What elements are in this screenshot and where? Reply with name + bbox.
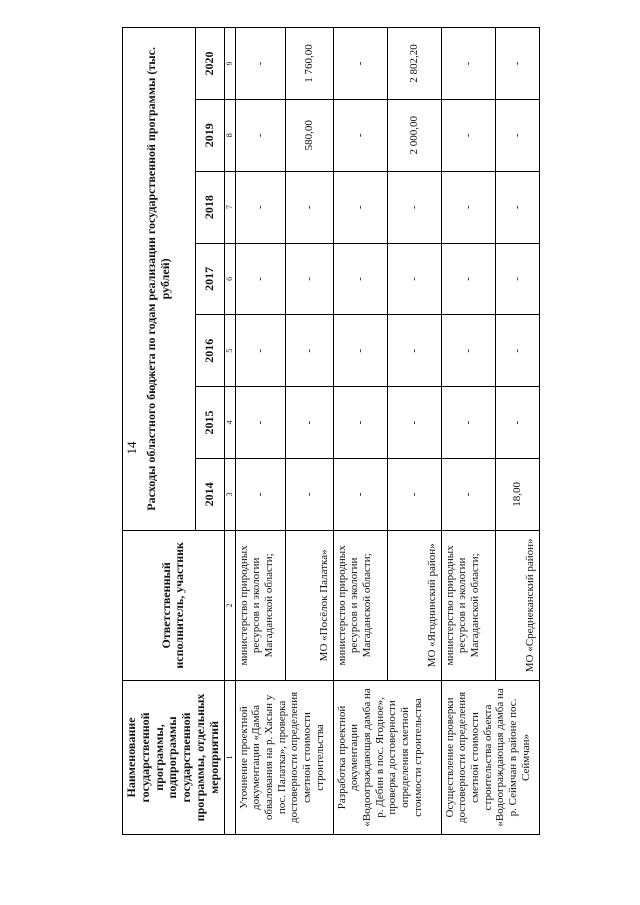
value-cell: - — [495, 243, 539, 315]
value-cell: - — [441, 171, 495, 243]
executor-municipality: МО «Среднеканский район» — [495, 530, 539, 680]
value-cell: - — [387, 458, 441, 530]
table-row — [441, 28, 495, 835]
value-cell: - — [285, 171, 333, 243]
value-cell: - — [495, 171, 539, 243]
year-cell: 2018 — [196, 171, 225, 243]
measure-name: Осуществление проверки достоверности определения сметной стоимости строительства объекта «Водоограждающая дамба на р. Сеймчан в районе пос. Сеймчан» — [441, 680, 539, 834]
value-cell: - — [235, 28, 285, 100]
measure-name: Разработка проектной документации «Водоограждающая дамба на р. Дебин в пос. Ягодное», проверка достоверности определения сметной стоимости строительства — [333, 680, 441, 834]
value-cell: - — [441, 243, 495, 315]
executor-municipality: МО «Посёлок Палатка» — [285, 530, 333, 680]
value-cell: - — [333, 99, 387, 171]
value-cell: - — [235, 171, 285, 243]
header-spending: Расходы областного бюджета по годам реализации государственной программы (тыс. рублей) — [123, 28, 196, 531]
year-cell: 2016 — [196, 315, 225, 387]
value-cell: - — [441, 387, 495, 459]
col-number: 8 — [224, 99, 235, 171]
value-cell: - — [441, 28, 495, 100]
value-cell: - — [333, 243, 387, 315]
year-cell: 2015 — [196, 387, 225, 459]
year-cell: 2019 — [196, 99, 225, 171]
value-cell: - — [285, 458, 333, 530]
col-number: 5 — [224, 315, 235, 387]
value-cell: - — [235, 458, 285, 530]
value-cell: - — [235, 243, 285, 315]
value-cell: - — [441, 458, 495, 530]
value-cell: - — [333, 458, 387, 530]
value-cell: - — [333, 28, 387, 100]
value-cell: 1 760,00 — [285, 28, 333, 100]
executor-municipality: МО «Ягоднинский район» — [387, 530, 441, 680]
value-cell: - — [387, 243, 441, 315]
value-cell: - — [495, 315, 539, 387]
value-cell: - — [387, 315, 441, 387]
value-cell: - — [285, 315, 333, 387]
header-row-main — [123, 28, 196, 835]
rotated-table-wrapper — [122, 27, 540, 835]
value-cell: - — [441, 315, 495, 387]
table-row — [235, 28, 285, 835]
col-number: 1 — [224, 680, 235, 834]
executor-ministry: министерство природных ресурсов и экологии Магаданской области; — [235, 530, 285, 680]
col-number: 7 — [224, 171, 235, 243]
column-numbers-row — [224, 28, 235, 835]
executor-ministry: министерство природных ресурсов и экологии Магаданской области; — [333, 530, 387, 680]
col-number: 6 — [224, 243, 235, 315]
col-number: 2 — [224, 530, 235, 680]
value-cell: - — [333, 171, 387, 243]
value-cell: - — [387, 171, 441, 243]
value-cell: 18,00 — [495, 458, 539, 530]
value-cell: - — [387, 387, 441, 459]
page-number: 14 — [124, 441, 139, 455]
value-cell: - — [495, 387, 539, 459]
value-cell: 580,00 — [285, 99, 333, 171]
header-executor: Ответственный исполнитель, участник — [123, 530, 225, 680]
col-number: 3 — [224, 458, 235, 530]
table-row — [333, 28, 387, 835]
col-number: 9 — [224, 28, 235, 100]
value-cell: - — [495, 99, 539, 171]
year-cell: 2020 — [196, 28, 225, 100]
measure-name: Уточнение проектной документации «Дамба обвалования на р. Хасын у пос. Палатка», проверка достоверности определения сметной стоимости строительства — [235, 680, 333, 834]
value-cell: - — [333, 387, 387, 459]
value-cell: - — [495, 28, 539, 100]
value-cell: - — [333, 315, 387, 387]
header-name: Наименование государственной программы, подпрограммы государственной программы, отдельных мероприятий — [123, 680, 225, 834]
value-cell: - — [235, 315, 285, 387]
value-cell: - — [285, 387, 333, 459]
value-cell: - — [235, 387, 285, 459]
year-cell: 2014 — [196, 458, 225, 530]
year-cell: 2017 — [196, 243, 225, 315]
value-cell: - — [235, 99, 285, 171]
value-cell: - — [285, 243, 333, 315]
value-cell: 2 802,20 — [387, 28, 441, 100]
budget-table — [122, 27, 540, 835]
col-number: 4 — [224, 387, 235, 459]
value-cell: - — [441, 99, 495, 171]
executor-ministry: министерство природных ресурсов и экологии Магаданской области; — [441, 530, 495, 680]
value-cell: 2 000,00 — [387, 99, 441, 171]
